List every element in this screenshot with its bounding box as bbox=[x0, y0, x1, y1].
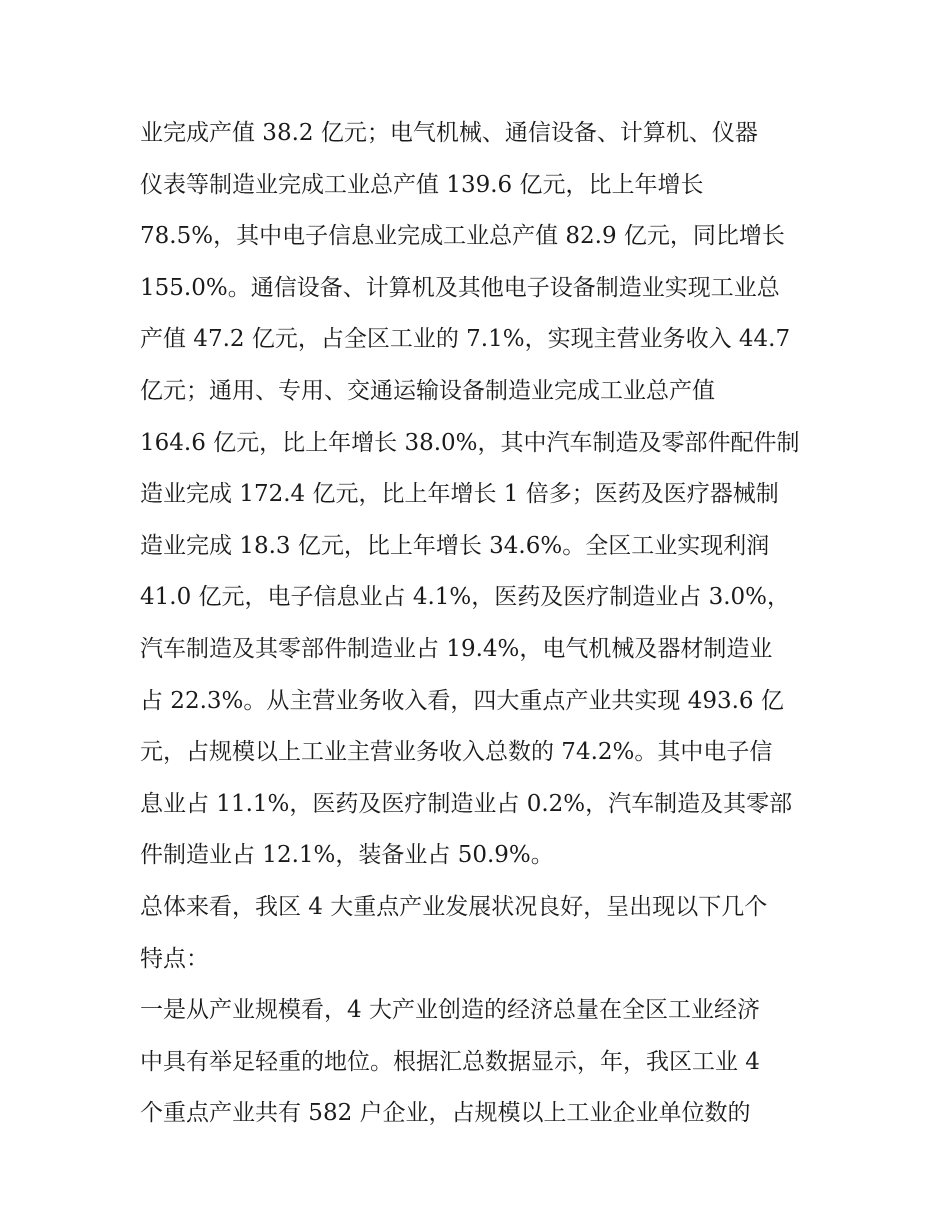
text-line: 造业完成 172.4 亿元，比上年增长 1 倍多；医药及医疗器械制 bbox=[140, 481, 779, 508]
text-line: 一是从产业规模看，4 大产业创造的经济总量在全区工业经济 bbox=[140, 997, 760, 1024]
text-line: 个重点产业共有 582 户企业，占规模以上工业企业单位数的 bbox=[140, 1100, 751, 1127]
text-line: 件制造业占 12.1%，装备业占 50.9%。 bbox=[140, 842, 554, 869]
text-line: 息业占 11.1%，医药及医疗制造业占 0.2%，汽车制造及其零部 bbox=[140, 790, 793, 817]
text-line: 占 22.3%。从主营业务收入看，四大重点产业共实现 493.6 亿 bbox=[140, 687, 784, 714]
text-line: 78.5%，其中电子信息业完成工业总产值 82.9 亿元，同比增长 bbox=[140, 223, 785, 250]
text-line: 41.0 亿元，电子信息业占 4.1%，医药及医疗制造业占 3.0%， bbox=[140, 584, 791, 611]
text-line: 164.6 亿元，比上年增长 38.0%，其中汽车制造及零部件配件制 bbox=[140, 429, 800, 456]
text-line: 产值 47.2 亿元，占全区工业的 7.1%，实现主营业务收入 44.7 bbox=[140, 326, 791, 353]
text-line: 仪表等制造业完成工业总产值 139.6 亿元，比上年增长 bbox=[140, 171, 704, 198]
text-line: 特点： bbox=[140, 945, 209, 972]
text-line: 亿元；通用、专用、交通运输设备制造业完成工业总产值 bbox=[140, 377, 715, 404]
text-line: 总体来看，我区 4 大重点产业发展状况良好，呈出现以下几个 bbox=[140, 893, 768, 920]
body-text bbox=[140, 108, 820, 1140]
text-line: 汽车制造及其零部件制造业占 19.4%，电气机械及器材制造业 bbox=[140, 635, 773, 662]
text-line: 元，占规模以上工业主营业务收入总数的 74.2%。其中电子信 bbox=[140, 739, 773, 766]
text-line: 造业完成 18.3 亿元，比上年增长 34.6%。全区工业实现利润 bbox=[140, 532, 770, 559]
text-line: 中具有举足轻重的地位。根据汇总数据显示，年，我区工业 4 bbox=[140, 1048, 760, 1075]
text-line: 业完成产值 38.2 亿元；电气机械、通信设备、计算机、仪器 bbox=[140, 120, 758, 146]
text-line: 155.0%。通信设备、计算机及其他电子设备制造业实现工业总 bbox=[140, 274, 780, 301]
